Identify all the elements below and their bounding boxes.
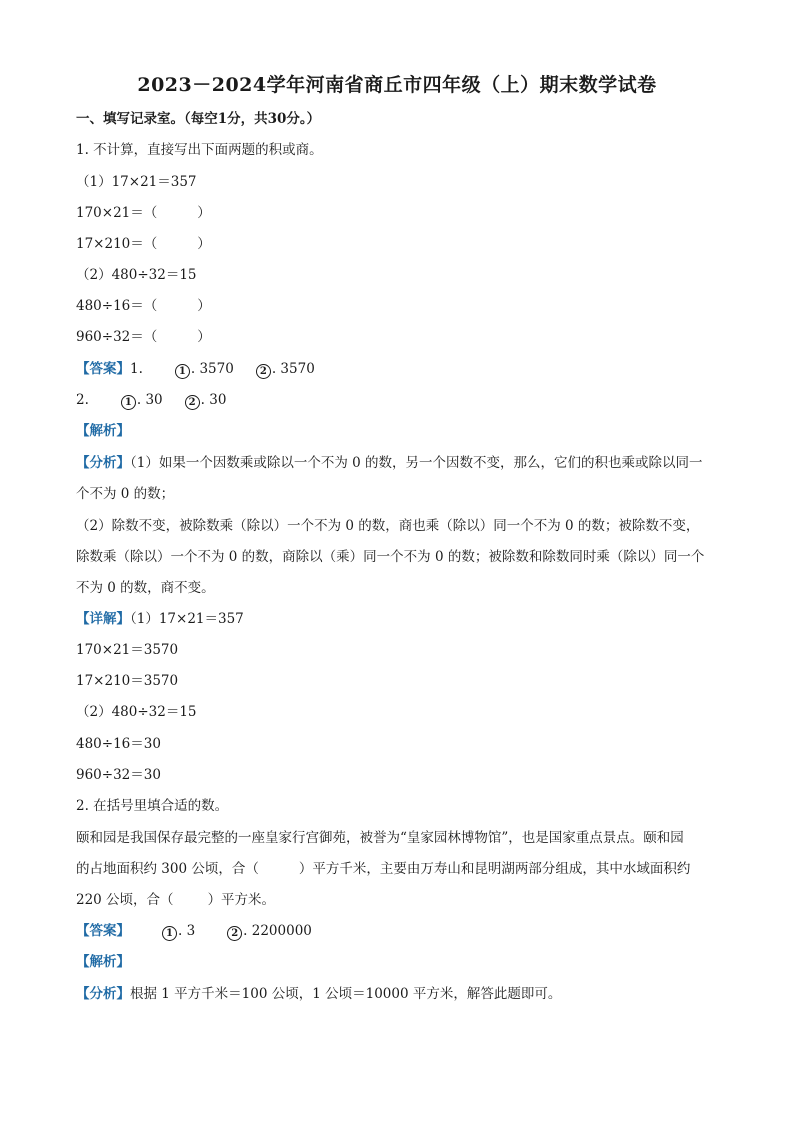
analysis-text: 根据 1 平方千米＝100 公顷，1 公顷＝10000 平方米，解答此题即可。 (130, 986, 562, 1002)
answer-value: . 3570 (190, 361, 234, 377)
circled-number-2: 2 (256, 364, 271, 379)
answer-value: . 30 (136, 392, 163, 408)
circled-number-2: 2 (227, 926, 242, 941)
answer-value: . 3570 (271, 361, 315, 377)
blank-text: 170×21＝（ (76, 205, 158, 221)
detail-label: 【详解】 (76, 611, 130, 627)
q1-detail-2: 170×21＝3570 (76, 642, 179, 658)
q1-analysis-tag: 【解析】 (76, 423, 130, 439)
answer-prefix: 1. (130, 361, 143, 377)
page-title: 2023－2024学年河南省商丘市四年级（上）期末数学试卷 (137, 74, 657, 96)
section-heading: 一、填写记录室。（每空1分，共30分。） (76, 111, 321, 127)
q1-detail-1 (76, 610, 244, 628)
blank-close: ） (197, 298, 211, 314)
blank-close: ） (197, 205, 211, 221)
answer-value: . 30 (200, 392, 227, 408)
analysis-text: （1）如果一个因数乘或除以一个不为 0 的数，另一个因数不变，那么，它们的积也乘或除以同一 (130, 455, 703, 471)
circled-number-1: 1 (162, 926, 177, 941)
q1-blank-2 (76, 235, 211, 253)
q1-analysis-line-4: 除数乘（除以）一个不为 0 的数，商除以（乘）同一个不为 0 的数；被除数和除数同时乘（除以）同一个 (76, 549, 705, 565)
circled-number-1: 1 (175, 364, 190, 379)
answer-prefix: 2. (76, 392, 89, 408)
q1-answer (76, 360, 315, 379)
blank-close: ） (197, 329, 211, 345)
q2-analysis (76, 985, 561, 1003)
q2-text: ）平方米。 (207, 892, 276, 908)
q1-detail-6: 960÷32＝30 (76, 767, 161, 783)
q1-detail-4: （2）480÷32＝15 (76, 704, 197, 720)
q1-analysis-line-3: （2）除数不变，被除数乘（除以）一个不为 0 的数，商也乘（除以）同一个不为 0 的数；被除数不变， (76, 518, 700, 534)
q2-text: 220 公顷，合（ (76, 892, 174, 908)
analysis-label: 【分析】 (76, 455, 130, 471)
answer-value: . 2200000 (243, 923, 312, 939)
q1-detail-3: 17×210＝3570 (76, 673, 179, 689)
detail-text: （1）17×21＝357 (130, 611, 244, 627)
answer-value: . 3 (178, 923, 196, 939)
q1-blank-1 (76, 204, 211, 222)
circled-number-2: 2 (185, 395, 200, 410)
answer-tag: 【答案】 (76, 361, 130, 377)
q1-analysis-line-1 (76, 454, 703, 472)
q1-analysis-line-5: 不为 0 的数，商不变。 (76, 580, 215, 596)
q1-part1: （1）17×21＝357 (76, 174, 197, 190)
q1-blank-4 (76, 328, 211, 346)
blank-text: 17×210＝（ (76, 236, 158, 252)
q2-text: 的占地面积约 300 公顷，合（ (76, 861, 259, 877)
circled-number-1: 1 (121, 395, 136, 410)
q1-detail-5: 480÷16＝30 (76, 736, 161, 752)
q2-text-2 (76, 860, 690, 878)
q1-answer-2 (76, 391, 226, 410)
q2-analysis-tag: 【解析】 (76, 954, 130, 970)
analysis-label: 【分析】 (76, 986, 130, 1002)
q1-blank-3 (76, 297, 211, 315)
q2-answer (76, 922, 312, 941)
q2-text: ）平方千米，主要由万寿山和昆明湖两部分组成，其中水域面积约 (298, 861, 691, 877)
answer-tag: 【答案】 (76, 923, 130, 939)
q1-prompt: 1. 不计算，直接写出下面两题的积或商。 (76, 142, 323, 158)
q2-text-1: 颐和园是我国保存最完整的一座皇家行宫御苑，被誉为“皇家园林博物馆”，也是国家重点景点。颐和园 (76, 830, 684, 846)
q1-analysis-line-2: 个不为 0 的数； (76, 486, 175, 502)
blank-close: ） (197, 236, 211, 252)
blank-text: 960÷32＝（ (76, 329, 158, 345)
q1-part2: （2）480÷32＝15 (76, 267, 197, 283)
q2-prompt: 2. 在括号里填合适的数。 (76, 798, 229, 814)
blank-text: 480÷16＝（ (76, 298, 158, 314)
q2-text-3 (76, 891, 275, 909)
